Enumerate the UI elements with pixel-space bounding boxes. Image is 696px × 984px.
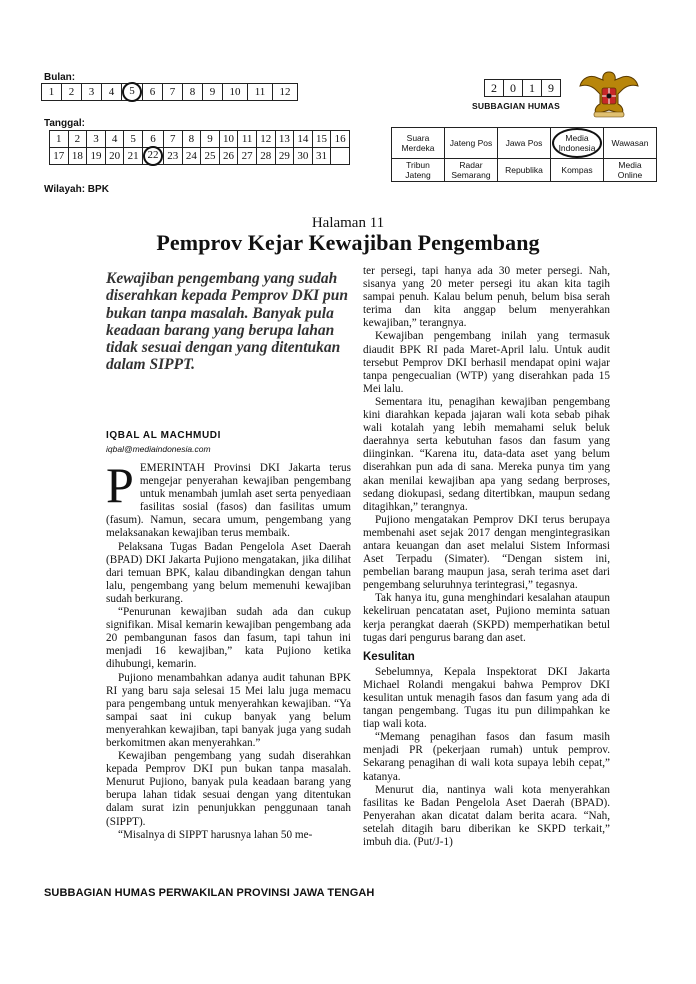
month-cell[interactable]: 4: [102, 84, 122, 101]
paragraph: Sebelumnya, Kepala Inspektorat DKI Jakarta Michael Rolandi mengakui bahwa Pemprov DKI kesulitan untuk menagih fasos dan fasum yang ada di tangan pengembang. Tugas itu pun dilimpahkan ke tiap wali kota.: [363, 665, 610, 731]
paragraph: Pujiono mengatakan Pemprov DKI terus berupaya membenahi aset sejak 2017 dengan mengintegrasikan antara keuangan dan aset melalui Sistem Informasi Aset Terpadu (Simater). “Dengan sistem ini, pembelian barang maupun jasa, serah terima aset dari pengembang seluruhnya terintegrasi,” tegasnya.: [363, 513, 610, 592]
month-cell[interactable]: 8: [183, 84, 203, 101]
month-cell[interactable]: 12: [273, 84, 298, 101]
day-cell[interactable]: 8: [182, 131, 201, 148]
day-cell[interactable]: 30: [294, 148, 313, 165]
media-cell[interactable]: Media Online: [604, 159, 657, 182]
month-cell[interactable]: 11: [248, 84, 273, 101]
day-cell[interactable]: 6: [142, 131, 163, 148]
paragraph: Kewajiban pengembang inilah yang termasuk diaudit BPK RI pada Maret-April lalu. Untuk audit tersebut Pemprov DKI berhasil mendapat opini wajar tanpa pengecualian (WTP) yang diserahkan pada 15 Mei lalu.: [363, 330, 610, 395]
paragraph: “Memang penagihan fasos dan fasum masih menjadi PR (pekerjaan rumah) untuk pemprov. Sekarang penagihan di wali kota supaya lebih cepat,” katanya.: [363, 731, 610, 783]
day-cell[interactable]: 14: [294, 131, 313, 148]
day-cell[interactable]: 2: [68, 131, 87, 148]
month-cell[interactable]: 2: [62, 84, 82, 101]
paragraph: PEMERINTAH Provinsi DKI Jakarta terus mengejar penyerahan kewajiban pengembang untuk menambah jumlah aset serta penyediaan fasilitas sosial (fasos) dan fasilitas umum (fasum). Namun, secara umum, pengembang yang melaksanakan kewajiban terus membaik.: [106, 457, 351, 540]
author-email: iqbal@mediaindonesia.com: [106, 444, 211, 454]
day-grid: [49, 130, 350, 165]
paragraph: ter persegi, tapi hanya ada 30 meter persegi. Nah, sisanya yang 20 meter persegi itu akan kita tagih sampai penuh. Kalau belum penuh, belum bisa serah terima dan kita anggap belum menyerahkan kewajiban,” terangnya.: [363, 265, 610, 330]
lead-paragraph: Kewajiban pengembang yang sudah diserahkan kepada Pemprov DKI pun bukan tanpa masalah. Banyak pula keadaan barang yang berupa lahan tidak sesuai dengan yang ditentukan dalam SIPPT.: [106, 270, 348, 374]
month-cell-selected[interactable]: 5: [122, 84, 143, 101]
media-cell[interactable]: Wawasan: [604, 128, 657, 159]
day-cell[interactable]: 26: [219, 148, 238, 165]
day-cell[interactable]: 12: [256, 131, 275, 148]
media-cell[interactable]: Radar Semarang: [445, 159, 498, 182]
media-cell[interactable]: Jawa Pos: [498, 128, 551, 159]
wilayah-label: Wilayah: BPK: [44, 184, 109, 195]
paragraph: Kewajiban pengembang yang sudah diserahkan kepada Pemprov DKI pun bukan tanpa masalah. Menurut Pujiono, banyak pula keadaan barang yang berupa lahan tidak sesuai dengan yang ditentukan dalam surat izin penunjukkan penggunaan tanah (SIPPT).: [106, 750, 351, 828]
day-cell[interactable]: 4: [105, 131, 124, 148]
day-cell[interactable]: 18: [68, 148, 87, 165]
day-cell[interactable]: 9: [201, 131, 220, 148]
subbagian-label: SUBBAGIAN HUMAS: [472, 101, 560, 111]
year-digit: 9: [542, 80, 561, 97]
day-cell[interactable]: 27: [238, 148, 257, 165]
month-cell[interactable]: 6: [143, 84, 163, 101]
month-cell[interactable]: 10: [223, 84, 248, 101]
paragraph: “Penurunan kewajiban sudah ada dan cukup signifikan. Misal kemarin kewajiban pengembang ada 20 pembangunan fasos dan fasum, tapi tahun ini menjadi 16 kewajiban,” kata Pujiono ketika dihubungi, kemarin.: [106, 606, 351, 671]
headline: Pemprov Kejar Kewajiban Pengembang: [156, 230, 540, 255]
day-cell[interactable]: 31: [312, 148, 331, 165]
paragraph: Pelaksana Tugas Badan Pengelola Aset Daerah (BPAD) DKI Jakarta Pujiono mengatakan, jika dilihat dari temuan BPK, kalau dibandingkan dengan tahun lalu, pengembang yang belum memenuhi kewajiban sudah berkurang.: [106, 540, 351, 605]
day-cell[interactable]: 15: [312, 131, 331, 148]
month-grid: [41, 83, 298, 101]
footer-label: SUBBAGIAN HUMAS PERWAKILAN PROVINSI JAWA TENGAH: [44, 887, 375, 899]
media-cell[interactable]: Jateng Pos: [445, 128, 498, 159]
day-cell[interactable]: 13: [275, 131, 294, 148]
day-cell[interactable]: 28: [256, 148, 275, 165]
day-cell[interactable]: 21: [124, 148, 143, 165]
drop-cap: P: [106, 457, 134, 513]
day-cell[interactable]: 3: [87, 131, 106, 148]
day-cell[interactable]: 29: [275, 148, 294, 165]
day-cell[interactable]: 10: [219, 131, 238, 148]
year-digit: 1: [523, 80, 542, 97]
month-cell[interactable]: 9: [203, 84, 223, 101]
bulan-label: Bulan:: [44, 72, 76, 83]
media-cell[interactable]: Kompas: [551, 159, 604, 182]
day-cell[interactable]: 24: [182, 148, 201, 165]
day-cell[interactable]: 23: [163, 148, 182, 165]
author-name: IQBAL AL MACHMUDI: [106, 430, 222, 441]
month-cell[interactable]: 3: [82, 84, 102, 101]
paragraph: Menurut dia, nantinya wali kota menyerahkan fasilitas ke Badan Pengelola Aset Daerah (BPAD). Penyerahan akan dicatat dalam berita acara. “Nah, setelah ditagih baru diberikan ke SKPD terkait,” imbuh dia. (Put/J-1): [363, 783, 610, 849]
media-cell[interactable]: Suara Merdeka: [392, 128, 445, 159]
media-cell[interactable]: Tribun Jateng: [392, 159, 445, 182]
day-cell[interactable]: 5: [124, 131, 143, 148]
media-grid: [391, 127, 657, 182]
garuda-emblem-icon: [578, 66, 640, 118]
column-left: [106, 457, 351, 842]
year-digit: 2: [485, 80, 504, 97]
paragraph: Tak hanya itu, guna menghindari kesalahan ataupun kekeliruan pencatatan aset, Pujiono meminta satuan kerja perangkat daerah (SKPD) memperhatikan betul tugas dari pengurus barang dan aset.: [363, 592, 610, 644]
day-cell-empty: [331, 148, 350, 165]
media-cell[interactable]: Republika: [498, 159, 551, 182]
paragraph: Pujiono menambahkan adanya audit tahunan BPK RI yang baru saja selesai 15 Mei lalu juga memacu para pengembang untuk menyerahkan kewajiban. “Ya sampai saat ini cukup banyak yang belum menyerahkan kewajiban, tapi banyak juga yang sudah berkomitmen akan menyerahkan.”: [106, 671, 351, 749]
year-grid: [484, 79, 561, 97]
paragraph: Sementara itu, penagihan kewajiban pengembang kini diarahkan kepada jajaran wali kota sebab pihak wali kotalah yang lebih memahami seluk beluk daerahnya serta kebutuhan fasos dan fasum yang diinginkan. “Karena itu, data-data aset yang belum diserahkan pun ada di sana. Mereka punya tim yang akan menilai kewajiban apa yang sedang berproses, sedang diokupasi, sedang ditertibkan, maupun sedang ditagihkan,” terangnya.: [363, 395, 610, 513]
tanggal-label: Tanggal:: [44, 118, 85, 129]
day-cell[interactable]: 17: [50, 148, 69, 165]
month-cell[interactable]: 1: [42, 84, 62, 101]
media-cell-selected[interactable]: Media Indonesia: [551, 128, 604, 159]
day-cell[interactable]: 20: [105, 148, 124, 165]
month-cell[interactable]: 7: [163, 84, 183, 101]
day-cell-selected[interactable]: 22: [142, 148, 163, 165]
day-cell[interactable]: 1: [50, 131, 69, 148]
paragraph: “Misalnya di SIPPT harusnya lahan 50 me-: [118, 828, 313, 841]
day-cell[interactable]: 7: [163, 131, 182, 148]
column-right: [363, 265, 610, 849]
page-number: Halaman 11: [311, 215, 385, 231]
day-cell[interactable]: 16: [331, 131, 350, 148]
year-digit: 0: [504, 80, 523, 97]
day-cell[interactable]: 25: [201, 148, 220, 165]
section-subhead: Kesulitan: [363, 650, 415, 663]
day-cell[interactable]: 19: [87, 148, 106, 165]
day-cell[interactable]: 11: [238, 131, 257, 148]
